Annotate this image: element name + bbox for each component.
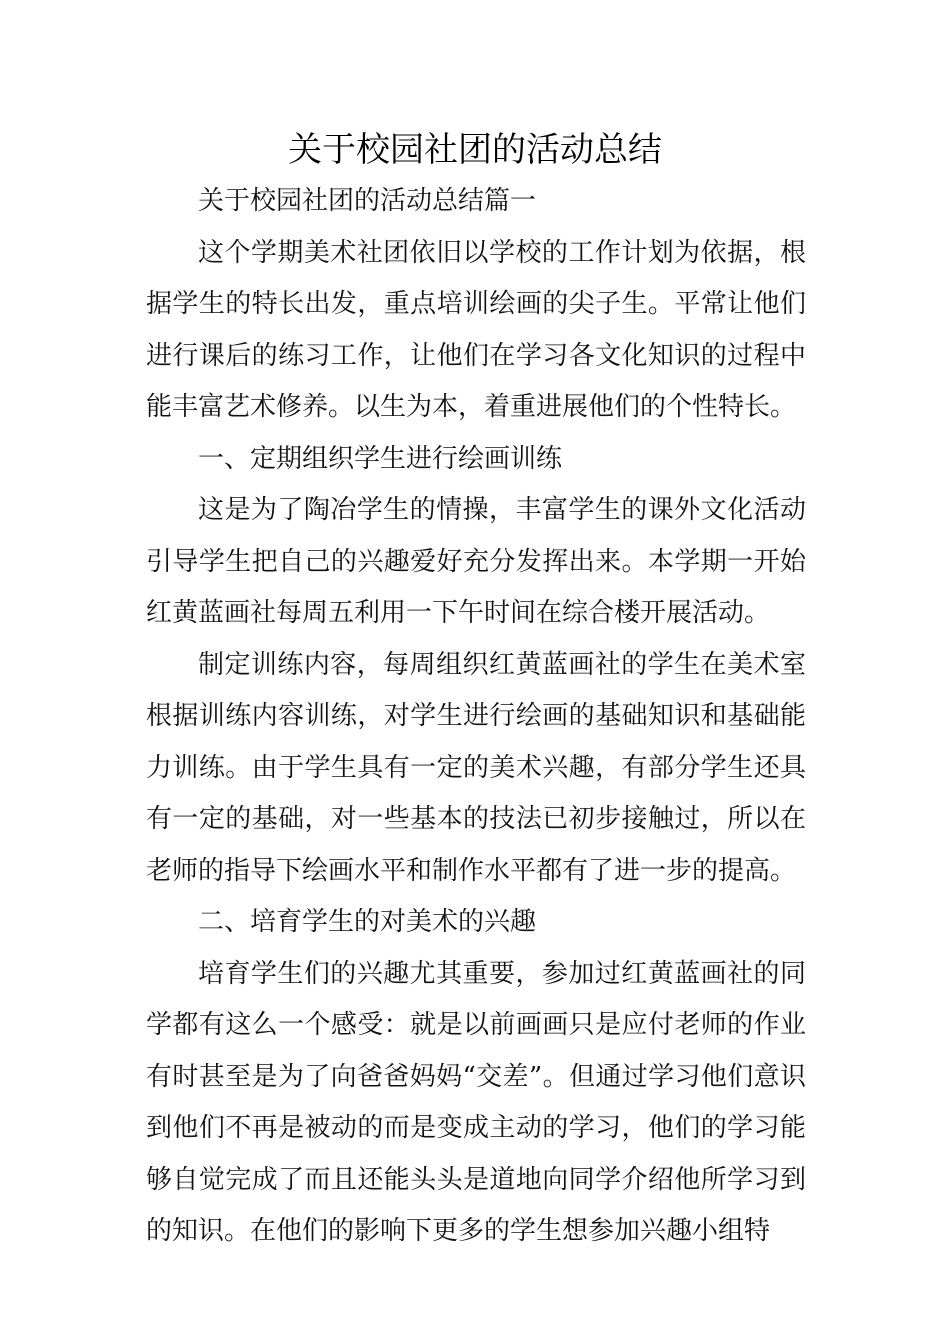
- body-paragraph: 这是为了陶冶学生的情操，丰富学生的课外文化活动引导学生把自己的兴趣爱好充分发挥出来。本学期一开始红黄蓝画社每周五利用一下午时间在综合楼开展活动。: [146, 495, 806, 628]
- body-paragraph: 这个学期美术社团依旧以学校的工作计划为依据，根据学生的特长出发，重点培训绘画的尖子生。平常让他们进行课后的练习工作，让他们在学习各文化知识的过程中能丰富艺术修养。以生为本，着重进展他们的个性特长。: [146, 237, 806, 422]
- section-heading: 一、定期组织学生进行绘画训练: [198, 443, 563, 474]
- document-body: [146, 176, 806, 1258]
- section-heading: 关于校园社团的活动总结篇一: [198, 186, 537, 216]
- section-heading: 二、培育学生的对美术的兴趣: [198, 907, 537, 937]
- document-title: 关于校园社团的活动总结: [288, 130, 662, 170]
- body-paragraph: 培育学生们的兴趣尤其重要，参加过红黄蓝画社的同学都有这么一个感受：就是以前画画只是应付老师的作业有时甚至是为了向爸爸妈妈“交差”。但通过学习他们意识到他们不再是被动的而是变成主动的学习，他们的学习能够自觉完成了而且还能头头是道地向同学介绍他所学习到的知识。在他们的影响下更多的学生想参加兴趣小组特: [146, 958, 806, 1246]
- body-paragraph: 制定训练内容，每周组织红黄蓝画社的学生在美术室根据训练内容训练，对学生进行绘画的基础知识和基础能力训练。由于学生具有一定的美术兴趣，有部分学生还具有一定的基础，对一些基本的技法已初步接触过，所以在老师的指导下绘画水平和制作水平都有了进一步的提高。: [146, 649, 806, 886]
